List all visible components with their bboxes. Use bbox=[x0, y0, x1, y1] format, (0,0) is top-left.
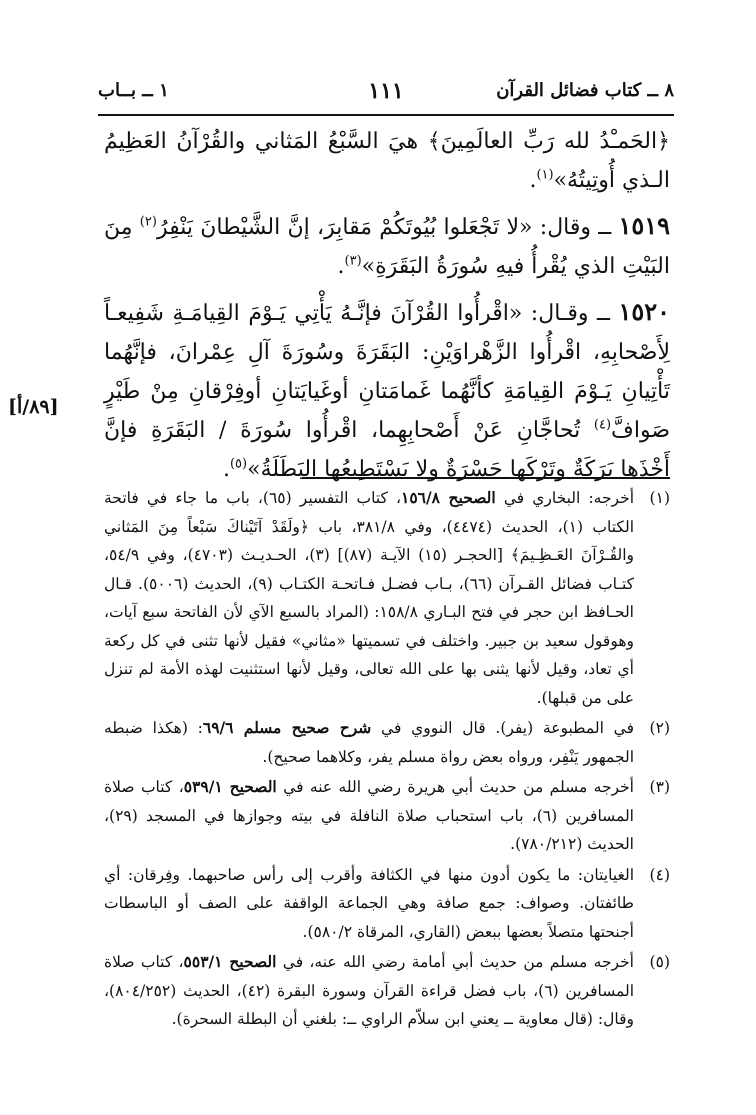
header-rule bbox=[98, 114, 674, 116]
hadith-1520 bbox=[104, 292, 670, 489]
footnote-number: (٥) bbox=[649, 953, 670, 971]
footnote-text: الغيايتان: ما يكون أدون منها في الكثافة وأقرب إلى رأس صاحبهما. وفِرقان: أي طائفتان. وصواف: جمع صافة وهي الجماعة الواقفة على الصف أو الباسطات أجنحتها متصلاً بعضها ببعض (القاري، المرقاة ٥٨٠/٢). bbox=[104, 865, 634, 941]
footnote-text: أخرجه مسلم من حديث أبي أمامة رضي الله عنه، في bbox=[276, 953, 634, 971]
footnote-ref: (٤) bbox=[593, 417, 612, 433]
hadith-text: تُحاجَّانِ عَنْ أَصْحابِهِما، اقْرأُوا سُورَةَ / البَقَرَةِ فإنَّ أَخْذَها بَرَكَةٌ وتَرْكَها حَسْرَةٌ ولا يَسْتَطِيعُها البَطَلَةُ» bbox=[104, 418, 670, 482]
footnote bbox=[104, 861, 670, 947]
hadith-number: ١٥٢٠ bbox=[618, 297, 670, 326]
hadith-1519 bbox=[104, 206, 670, 286]
punctuation: . bbox=[222, 457, 230, 482]
main-text bbox=[104, 122, 670, 495]
footnote-ref: (١) bbox=[536, 167, 554, 183]
footnote-ref: (٢) bbox=[139, 214, 157, 230]
footnote-text: : (هكذا ضبطه الجمهور يَنْفِر، ورواه بعض رواة مسلم يفر، وكلاهما صحيح). bbox=[104, 719, 634, 766]
source-reference: الصحيح ١٥٦/٨ bbox=[401, 488, 496, 507]
hadith-text: ﴿الحَمـْدُ لله رَبِّ العالَمِينَ﴾ هيَ السَّبْعُ المَثاني والقُرْآنُ العَظِيمُ الـذي أُوتِيتُهُ» bbox=[104, 129, 670, 193]
footnote-separator bbox=[302, 477, 670, 479]
page-header bbox=[98, 78, 674, 112]
footnote-number: (٢) bbox=[649, 719, 670, 737]
footnote-ref: (٥) bbox=[229, 456, 248, 472]
footnote-text: ، كتاب التفسير (٦٥)، باب ما جاء في فاتحة الكتاب (١)، الحديث (٤٤٧٤)، وفي ٣٨١/٨، باب ﴿ولَقَدْ آتَيْناكَ سَبْعاً مِنَ المَثاني والقُـرْآنَ العَـظِـيمَ﴾ [الحجـر (١٥) الآيـة (٨٧)] (٣)، الحـديـث (٤٧٠٣)، وفي ٥٤/٩، كتـاب فضائل القـرآن (٦٦)، بـاب فضـل فـاتحـة الكتـاب (٩)، الحديث (٥٠٠٦). قـال الحـافظ ابن حجر في فتح البـاري ١٥٨/٨: (المراد بالسبع الآي لأن الفاتحة سبع آيات، وهوقول سعيد بن جبير. واختلف في تسميتها «مثاني» فقيل لأنها تثنى في كل ركعة أي تعاد، وقيل لأنها يثنى بها على الله تعالى، وقيل لأنها استثنيت لهذه الأمة لم تنزل على من قبلها). bbox=[104, 489, 635, 707]
source-reference: الصحيح ٥٥٣/١ bbox=[183, 952, 277, 971]
footnote-text: ، كتاب صلاة المسافرين (٦)، باب فضل قراءة القرآن وسورة البقرة (٤٢)، الحديث (٨٠٤/٢٥٢)، وقال: (قال معاوية ــ يعني ابن سلاّم الراوي ــ: بلغني أن البطلة السحرة). bbox=[104, 953, 635, 1028]
footnote-text: أخرجه: البخاري في bbox=[495, 489, 634, 507]
footnote-number: (٣) bbox=[649, 778, 670, 796]
punctuation: . bbox=[529, 168, 537, 193]
footnote-number: (١) bbox=[649, 489, 670, 507]
footnote bbox=[104, 948, 670, 1034]
footnote-number: (٤) bbox=[649, 865, 670, 884]
footnote-text: ، كتاب صلاة المسافرين (٦)، باب استحباب صلاة النافلة في بيته وجوازها في المسجد (٢٩)، الحديث (٧٨٠/٢١٢). bbox=[104, 778, 634, 853]
hadith-number: ١٥١٩ bbox=[618, 211, 670, 240]
hadith-continuation bbox=[104, 122, 670, 200]
footnote-text: أخرجه مسلم من حديث أبي هريرة رضي الله عنه في bbox=[276, 778, 634, 796]
running-head-chapter: ٨ ــ كتاب فضائل القرآن bbox=[496, 80, 674, 101]
source-reference: الصحيح ٥٣٩/١ bbox=[183, 777, 277, 796]
footnotes bbox=[104, 484, 670, 1036]
footnote bbox=[104, 773, 670, 859]
footnote-text: في المطبوعة (يفر). قال النووي في bbox=[371, 719, 634, 737]
punctuation: . bbox=[337, 254, 345, 279]
source-reference: شرح صحيح مسلم ٦٩/٦ bbox=[202, 718, 372, 737]
running-head-section: ١ ــ بــاب bbox=[98, 80, 169, 101]
page-number: ١١١ bbox=[368, 78, 404, 104]
footnote-ref: (٣) bbox=[344, 253, 362, 269]
hadith-text: ــ وقال: «لا تَجْعَلوا بُيُوتَكُمْ مَقابِرَ، إنَّ الشَّيْطانَ يَنْفِرُ bbox=[156, 215, 619, 240]
hadith-text: مِنَ البَيْتِ الذي يُقْرأُ فيهِ سُورَةُ البَقَرَةِ» bbox=[104, 215, 670, 279]
footnote bbox=[104, 484, 670, 712]
manuscript-folio-ref: [٨٩/أ] bbox=[8, 396, 59, 418]
footnote bbox=[104, 714, 670, 771]
hadith-text: ــ وقـال: «اقْرأُوا القُرْآنَ فإنَّـهُ يَأْتِي يَـوْمَ القِيامَـةِ شَفِيعـاً لِأَصْحابِهِ، اقْرأُوا الزَّهْراوَيْنِ: البَقَرَةَ وسُورَةَ آلِ عِمْرانَ، فإنَّهُما تَأْتِيانِ يَـوْمَ القِيامَةِ كأنَّهُما غَمامَتانِ أوغَيايَتانِ أوفِرْقانِ مِنْ طَيْرٍ صَوافَّ bbox=[104, 301, 670, 443]
